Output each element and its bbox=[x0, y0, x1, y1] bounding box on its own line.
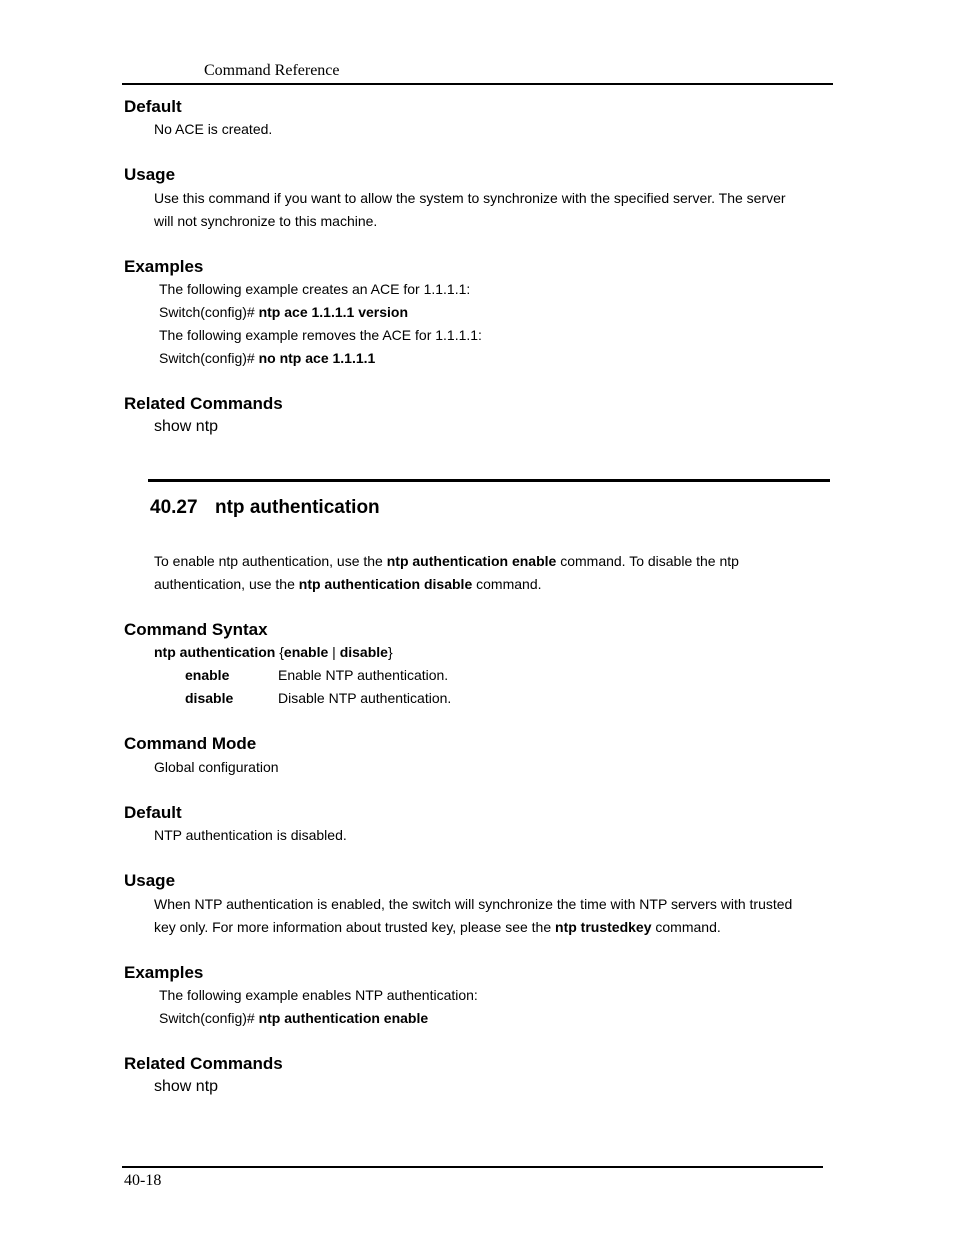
section-number: 40.27 bbox=[150, 497, 198, 518]
related-commands-heading: Related Commands bbox=[124, 394, 283, 413]
example-desc-2: The following example removes the ACE for 1.1.1.1: bbox=[159, 327, 482, 343]
default-heading: Default bbox=[124, 97, 182, 116]
page-number: 40-18 bbox=[124, 1172, 162, 1189]
example-command-2 bbox=[159, 350, 375, 366]
intro-text: authentication, use the bbox=[154, 576, 299, 592]
example-command bbox=[159, 1010, 428, 1026]
usage-text-line1: When NTP authentication is enabled, the switch will synchronize the time with NTP servers with trusted bbox=[154, 896, 793, 912]
example-command-1 bbox=[159, 304, 408, 320]
usage-text: command. bbox=[651, 919, 721, 935]
examples-heading: Examples bbox=[124, 257, 204, 276]
intro-line2 bbox=[154, 576, 542, 592]
intro-command: ntp authentication enable bbox=[386, 553, 557, 569]
syntax-separator: | bbox=[328, 644, 340, 660]
command-mode-heading: Command Mode bbox=[124, 734, 257, 753]
related-commands-heading: Related Commands bbox=[124, 1054, 283, 1073]
usage-command: ntp trustedkey bbox=[555, 919, 652, 935]
syntax-brace: } bbox=[387, 644, 393, 660]
intro-text: command. bbox=[472, 576, 542, 592]
cli-prompt: Switch(config)# bbox=[159, 1010, 255, 1026]
param-desc: Disable NTP authentication. bbox=[278, 690, 452, 706]
usage-text-line2 bbox=[154, 919, 721, 935]
syntax-line bbox=[154, 644, 393, 660]
command-syntax-heading: Command Syntax bbox=[124, 620, 268, 639]
param-desc: Enable NTP authentication. bbox=[278, 667, 449, 683]
intro-text: command. To disable the ntp bbox=[556, 553, 739, 569]
param-name: disable bbox=[185, 690, 234, 706]
related-command-show-ntp: show ntp bbox=[154, 1078, 219, 1095]
running-header: Command Reference bbox=[204, 62, 340, 79]
cli-command: no ntp ace 1.1.1.1 bbox=[258, 350, 376, 366]
usage-text: key only. For more information about trusted key, please see the bbox=[154, 919, 556, 935]
related-command-show-ntp: show ntp bbox=[154, 418, 219, 435]
usage-heading: Usage bbox=[124, 871, 176, 890]
default-heading: Default bbox=[124, 803, 182, 822]
param-name: enable bbox=[185, 667, 230, 683]
syntax-brace: { bbox=[275, 644, 284, 660]
syntax-option: disable bbox=[339, 644, 388, 660]
header-rule bbox=[122, 83, 833, 85]
command-mode-text: Global configuration bbox=[154, 759, 279, 775]
usage-heading: Usage bbox=[124, 165, 176, 184]
cli-prompt: Switch(config)# bbox=[159, 304, 255, 320]
example-desc: The following example enables NTP authentication: bbox=[159, 987, 478, 1003]
examples-heading: Examples bbox=[124, 963, 204, 982]
cli-command: ntp authentication enable bbox=[258, 1010, 429, 1026]
intro-line1 bbox=[154, 553, 739, 569]
default-text: NTP authentication is disabled. bbox=[154, 827, 347, 843]
footer-rule bbox=[122, 1166, 823, 1168]
example-desc-1: The following example creates an ACE for 1.1.1.1: bbox=[159, 281, 471, 297]
section-rule bbox=[148, 479, 830, 482]
section-title: ntp authentication bbox=[215, 497, 380, 518]
syntax-option: enable bbox=[283, 644, 329, 660]
cli-prompt: Switch(config)# bbox=[159, 350, 255, 366]
intro-text: To enable ntp authentication, use the bbox=[154, 553, 387, 569]
usage-text-line2: will not synchronize to this machine. bbox=[154, 213, 378, 229]
usage-text-line1: Use this command if you want to allow the system to synchronize with the specified server. The server bbox=[154, 190, 786, 206]
syntax-command: ntp authentication bbox=[154, 644, 276, 660]
default-text: No ACE is created. bbox=[154, 121, 273, 137]
intro-command: ntp authentication disable bbox=[298, 576, 473, 592]
cli-command: ntp ace 1.1.1.1 version bbox=[258, 304, 408, 320]
